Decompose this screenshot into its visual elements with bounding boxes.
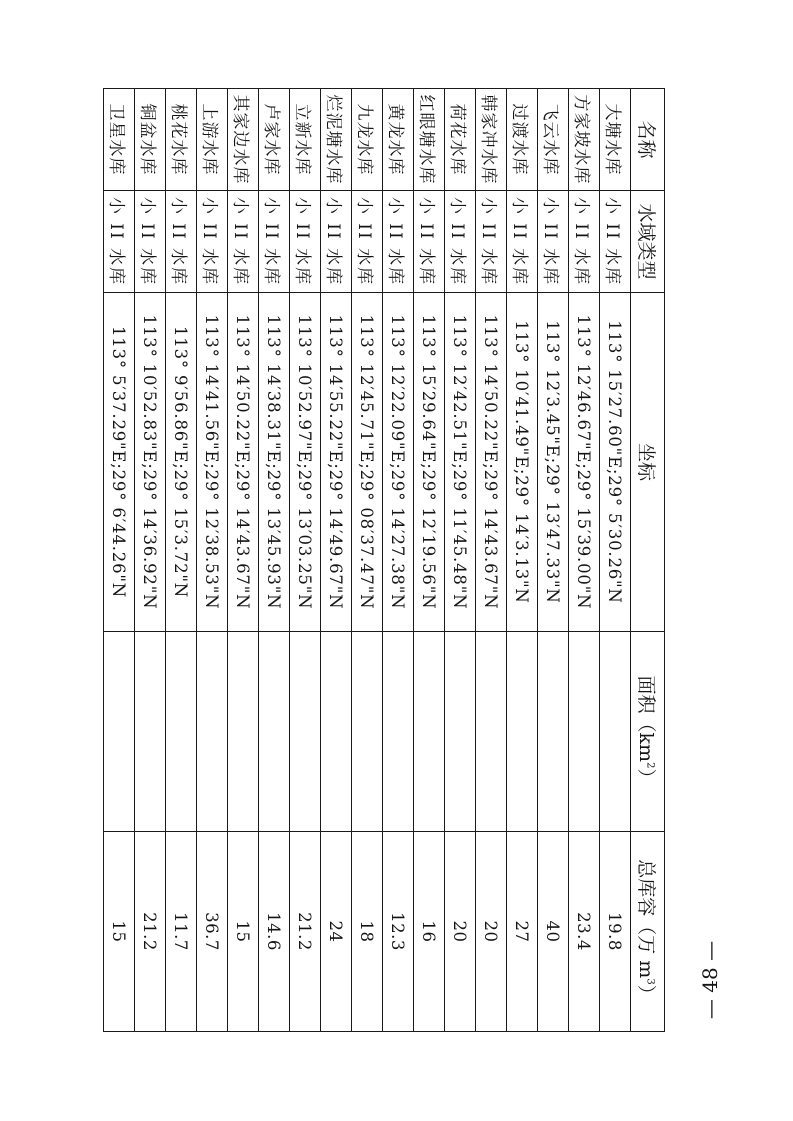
cell-coordinates: 113° 15′27.60"E;29° 5′30.26"N bbox=[600, 293, 631, 632]
cell-area bbox=[414, 632, 445, 832]
table-row bbox=[569, 89, 600, 1032]
cell-coordinates: 113° 14′41.56"E;29° 12′38.53"N bbox=[197, 293, 228, 632]
cell-area bbox=[166, 632, 197, 832]
cell-name: 飞云水库 bbox=[538, 89, 569, 191]
cell-capacity: 15 bbox=[104, 832, 135, 1032]
cell-capacity: 40 bbox=[538, 832, 569, 1032]
cell-coordinates: 113° 15′29.64"E;29° 12′19.56"N bbox=[414, 293, 445, 632]
cell-coordinates: 113° 12′42.51"E;29° 11′45.48"N bbox=[445, 293, 476, 632]
rotated-table-wrapper bbox=[108, 88, 665, 1031]
cell-area bbox=[104, 632, 135, 832]
header-area bbox=[631, 632, 665, 832]
cell-area bbox=[197, 632, 228, 832]
cell-coordinates: 113° 12′45.71"E;29° 08′37.47"N bbox=[352, 293, 383, 632]
header-water-type: 水域类型 bbox=[631, 191, 665, 293]
cell-coordinates: 113° 14′55.22"E;29° 14′49.67"N bbox=[321, 293, 352, 632]
cell-capacity: 12.3 bbox=[383, 832, 414, 1032]
cell-coordinates: 113° 14′38.31"E;29° 13′45.93"N bbox=[259, 293, 290, 632]
cell-coordinates: 113° 10′52.83"E;29° 14′36.92"N bbox=[135, 293, 166, 632]
cell-water-type: 小 II 水库 bbox=[197, 191, 228, 293]
header-capacity-prefix: 总库容（万 m bbox=[635, 859, 657, 979]
header-capacity-suffix: ） bbox=[635, 984, 657, 1004]
cell-capacity: 15 bbox=[228, 832, 259, 1032]
cell-name: 方家坡水库 bbox=[569, 89, 600, 191]
cell-capacity: 36.7 bbox=[197, 832, 228, 1032]
table-row bbox=[538, 89, 569, 1032]
cell-name: 大塘水库 bbox=[600, 89, 631, 191]
header-coordinates: 坐标 bbox=[631, 293, 665, 632]
cell-area bbox=[228, 632, 259, 832]
cell-capacity: 21.2 bbox=[135, 832, 166, 1032]
table-row bbox=[290, 89, 321, 1032]
cell-name: 立新水库 bbox=[290, 89, 321, 191]
table-row bbox=[197, 89, 228, 1032]
table-row bbox=[383, 89, 414, 1032]
table-row bbox=[135, 89, 166, 1032]
table-row bbox=[507, 89, 538, 1032]
reservoir-table bbox=[103, 88, 665, 1032]
cell-capacity: 19.8 bbox=[600, 832, 631, 1032]
cell-name: 黄龙水库 bbox=[383, 89, 414, 191]
cell-area bbox=[569, 632, 600, 832]
page-number bbox=[690, 940, 730, 1020]
cell-area bbox=[135, 632, 166, 832]
cell-coordinates: 113° 12′3.45"E;29° 13′47.33"N bbox=[538, 293, 569, 632]
cell-water-type: 小 II 水库 bbox=[290, 191, 321, 293]
cell-water-type: 小 II 水库 bbox=[414, 191, 445, 293]
cell-name: 其家边水库 bbox=[228, 89, 259, 191]
cell-coordinates: 113° 10′41.49"E;29° 14′3.13"N bbox=[507, 293, 538, 632]
table-row bbox=[104, 89, 135, 1032]
cell-area bbox=[290, 632, 321, 832]
cell-water-type: 小 II 水库 bbox=[600, 191, 631, 293]
cell-water-type: 小 II 水库 bbox=[135, 191, 166, 293]
header-area-prefix: 面积（km bbox=[635, 675, 657, 763]
cell-area bbox=[507, 632, 538, 832]
header-capacity-sup: 3 bbox=[644, 978, 656, 985]
cell-area bbox=[383, 632, 414, 832]
cell-water-type: 小 II 水库 bbox=[352, 191, 383, 293]
table-row bbox=[352, 89, 383, 1032]
cell-name: 桃花水库 bbox=[166, 89, 197, 191]
cell-capacity: 21.2 bbox=[290, 832, 321, 1032]
table-row bbox=[259, 89, 290, 1032]
cell-capacity: 16 bbox=[414, 832, 445, 1032]
cell-area bbox=[352, 632, 383, 832]
cell-coordinates: 113° 12′22.09"E;29° 14′27.38"N bbox=[383, 293, 414, 632]
cell-capacity: 23.4 bbox=[569, 832, 600, 1032]
cell-area bbox=[600, 632, 631, 832]
cell-name: 九龙水库 bbox=[352, 89, 383, 191]
table-row bbox=[476, 89, 507, 1032]
cell-water-type: 小 II 水库 bbox=[228, 191, 259, 293]
header-capacity bbox=[631, 832, 665, 1032]
cell-name: 上游水库 bbox=[197, 89, 228, 191]
cell-water-type: 小 II 水库 bbox=[259, 191, 290, 293]
cell-name: 红眼塘水库 bbox=[414, 89, 445, 191]
cell-water-type: 小 II 水库 bbox=[538, 191, 569, 293]
cell-area bbox=[538, 632, 569, 832]
cell-name: 卫星水库 bbox=[104, 89, 135, 191]
cell-capacity: 20 bbox=[445, 832, 476, 1032]
cell-coordinates: 113° 14′50.22"E;29° 14′43.67"N bbox=[228, 293, 259, 632]
header-name: 名称 bbox=[631, 89, 665, 191]
cell-capacity: 27 bbox=[507, 832, 538, 1032]
table-header-row bbox=[631, 89, 665, 1032]
cell-name: 卢家水库 bbox=[259, 89, 290, 191]
cell-name: 荷花水库 bbox=[445, 89, 476, 191]
header-area-sup: 2 bbox=[644, 762, 656, 769]
cell-area bbox=[476, 632, 507, 832]
cell-water-type: 小 II 水库 bbox=[166, 191, 197, 293]
table-row bbox=[228, 89, 259, 1032]
page-number-text: — 48 — bbox=[698, 940, 723, 1020]
header-area-suffix: ） bbox=[635, 768, 657, 788]
cell-name: 铜盆水库 bbox=[135, 89, 166, 191]
cell-capacity: 24 bbox=[321, 832, 352, 1032]
cell-area bbox=[321, 632, 352, 832]
table-row bbox=[166, 89, 197, 1032]
cell-coordinates: 113° 9′56.86"E;29° 15′3.72"N bbox=[166, 293, 197, 632]
cell-water-type: 小 II 水库 bbox=[476, 191, 507, 293]
cell-coordinates: 113° 14′50.22"E;29° 14′43.67"N bbox=[476, 293, 507, 632]
table-row bbox=[445, 89, 476, 1032]
cell-water-type: 小 II 水库 bbox=[104, 191, 135, 293]
cell-name: 过渡水库 bbox=[507, 89, 538, 191]
cell-area bbox=[445, 632, 476, 832]
cell-capacity: 14.6 bbox=[259, 832, 290, 1032]
cell-coordinates: 113° 12′46.67"E;29° 15′39.00"N bbox=[569, 293, 600, 632]
cell-coordinates: 113° 5′37.29"E;29° 6′44.26"N bbox=[104, 293, 135, 632]
cell-water-type: 小 II 水库 bbox=[445, 191, 476, 293]
table-body bbox=[104, 89, 631, 1032]
cell-name: 韩家冲水库 bbox=[476, 89, 507, 191]
cell-capacity: 18 bbox=[352, 832, 383, 1032]
rotated-table-frame bbox=[108, 88, 665, 1031]
table-row bbox=[321, 89, 352, 1032]
cell-water-type: 小 II 水库 bbox=[383, 191, 414, 293]
cell-capacity: 11.7 bbox=[166, 832, 197, 1032]
cell-water-type: 小 II 水库 bbox=[321, 191, 352, 293]
table-row bbox=[414, 89, 445, 1032]
cell-area bbox=[259, 632, 290, 832]
cell-capacity: 20 bbox=[476, 832, 507, 1032]
cell-coordinates: 113° 10′52.97"E;29° 13′03.25"N bbox=[290, 293, 321, 632]
cell-water-type: 小 II 水库 bbox=[569, 191, 600, 293]
table-row bbox=[600, 89, 631, 1032]
cell-name: 烂泥塘水库 bbox=[321, 89, 352, 191]
cell-water-type: 小 II 水库 bbox=[507, 191, 538, 293]
